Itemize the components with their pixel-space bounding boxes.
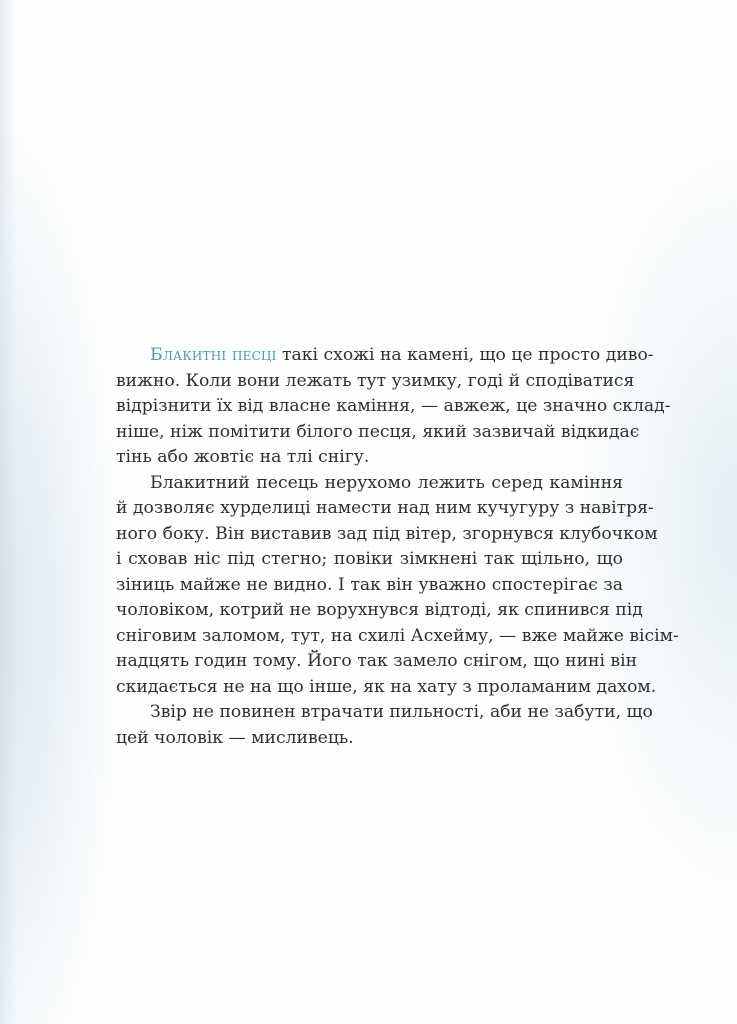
line-text: такі схожі на камені, що це просто диво- (276, 345, 654, 365)
paragraph-1 (116, 343, 671, 471)
text-line (116, 343, 654, 369)
text-line: цей чоловік — мисливець. (116, 727, 354, 748)
text-line: надцять годин тому. Його так замело снігом, що нині він (116, 651, 638, 671)
text-line: чоловіком, котрий не ворухнувся відтоді, як спинився під (116, 600, 643, 620)
paragraph-2 (116, 471, 679, 701)
text-line: вижно. Коли вони лежать тут узимку, годі й сподіватися (116, 370, 635, 391)
text-line: Звір не повинен втрачати пильності, аби не забути, що (150, 702, 653, 722)
text-line: сніговим заломом, тут, на схилі Асхейму, — вже майже вісім- (116, 625, 679, 646)
text-line: і сховав ніс під стегно; повіки зімкнені так щільно, що (116, 549, 623, 569)
highlighted-lead-phrase: Блакитні песці (150, 345, 277, 365)
text-line: Блакитний песець нерухомо лежить серед каміння (150, 472, 623, 493)
text-line: ніше, ніж помітити білого песця, який зазвичай відкидає (116, 421, 640, 442)
text-line: скидається не на що інше, як на хату з проламаним дахом. (116, 676, 657, 697)
text-line: відрізнити їх від власне каміння, — авжеж, це значно склад- (116, 396, 671, 416)
text-line: й дозволяє хурделиці намести над ним кучугуру з навітря- (116, 498, 654, 518)
paragraph-3 (116, 700, 653, 751)
text-line: ного боку. Він виставив зад під вітер, згорнувся клубочком (116, 523, 658, 544)
text-line: тінь або жовтіє на тлі снігу. (116, 447, 370, 467)
body-text (116, 343, 679, 751)
text-line: зіниць майже не видно. І так він уважно спостерігає за (116, 574, 623, 595)
